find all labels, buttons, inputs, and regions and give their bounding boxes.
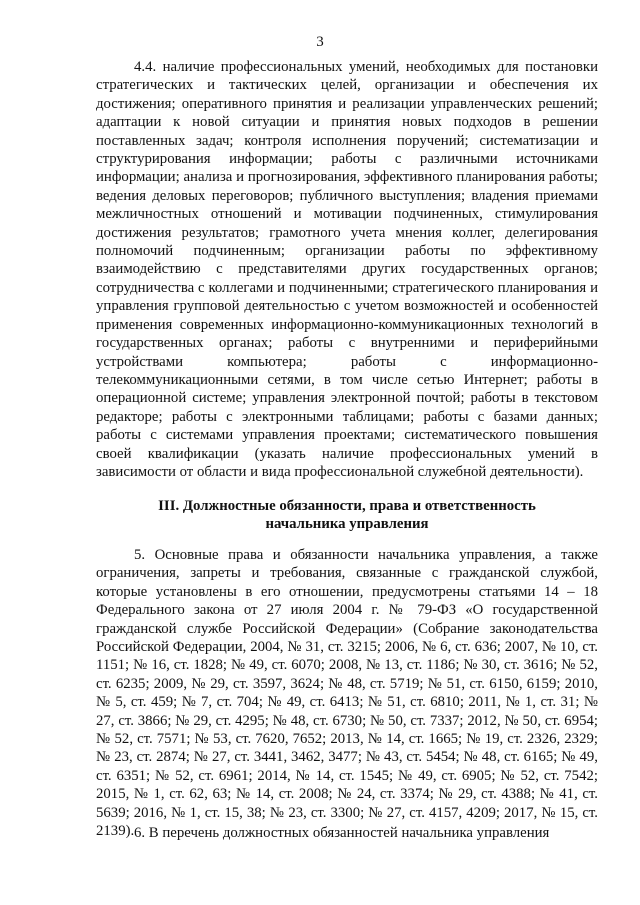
section-heading-line-1: III. Должностные обязанности, права и ответственность (158, 498, 536, 514)
paragraph-6-start: 6. В перечень должностных обязанностей начальника управления (134, 825, 550, 841)
section-heading (96, 497, 598, 534)
section-heading-line-2: начальника управления (265, 516, 429, 533)
page-number: 3 (316, 34, 324, 50)
paragraph-5: 5. Основные права и обязанности начальника управления, а также ограничения, запреты и требования, связанные с гражданской службой, которые установлены в его отношении, предусмотрены статьями 14 – 18 Федерального закона от 27 июля 2004 г. № 79-ФЗ «О государственной гражданской службе Российской Федерации» (Собрание законодательства Российской Федерации, 2004, № 31, ст. 3215; 2006, № 6, ст. 636; 2007, № 10, ст. 1151; № 16, ст. 1828; № 49, ст. 6070; 2008, № 13, ст. 1186; № 30, ст. 3616; № 52, ст. 6235; 2009, № 29, ст. 3597, 3624; № 48, ст. 5719; № 51, ст. 6150, 6159; 2010, № 5, ст. 459; № 7, ст. 704; № 49, ст. 6413; № 51, ст. 6810; 2011, № 1, ст. 31; № 27, ст. 3866; № 29, ст. 4295; № 48, ст. 6730; № 50, ст. 7337; 2012, № 50, ст. 6954; № 52, ст. 7571; № 53, ст. 7620, 7652; 2013, № 14, ст. 1665; № 19, ст. 2326, 2329; № 23, ст. 2874; № 27, ст. 3441, 3462, 3477; № 43, ст. 5454; № 48, ст. 6165; № 49, ст. 6351; № 52, ст. 6961; 2014, № 14, ст. 1545; № 49, ст. 6905; № 52, ст. 7542; 2015, № 1, ст. 62, 63; № 14, ст. 2008; № 24, ст. 3374; № 29, ст. 4388; № 41, ст. 5639; 2016, № 1, ст. 15, 38; № 23, ст. 3300; № 27, ст. 4157, 4209; 2017, № 15, ст. 2139). (96, 547, 598, 840)
paragraph-4-4: 4.4. наличие профессиональных умений, необходимых для постановки стратегических и тактических целей, организации и обеспечения их достижения; оперативного принятия и реализации управленческих решений; адаптации к новой ситуации и принятия новых подходов в решении поставленных задач; контроля исполнения поручений; систематизации и структурирования информации; работы с различными источниками информации; анализа и прогнозирования, эффективного планирования работы; ведения деловых переговоров; публичного выступления; владения приемами межличностных отношений и мотивации подчиненных, стимулирования достижения результатов; грамотного учета мнения коллег, делегирования полномочий подчиненным; организации работы по эффективному взаимодействию с представителями других государственных органов; сотрудничества с коллегами и подчиненными; стратегического планирования и управления групповой деятельностью с учетом возможностей и особенностей применения современных информационно-коммуникационных технологий в государственных органах; работы с внутренними и периферийными устройствами компьютера; работы с информационно-телекоммуникационными сетями, в том числе сетью Интернет; работы в операционной системе; управления электронной почтой; работы в текстовом редакторе; работы с электронными таблицами; работы с базами данных; работы с системами управления проектами; систематического повышения своей квалификации (указать наличие профессиональных умений в зависимости от области и вида профессиональной служебной деятельности). (96, 59, 598, 480)
